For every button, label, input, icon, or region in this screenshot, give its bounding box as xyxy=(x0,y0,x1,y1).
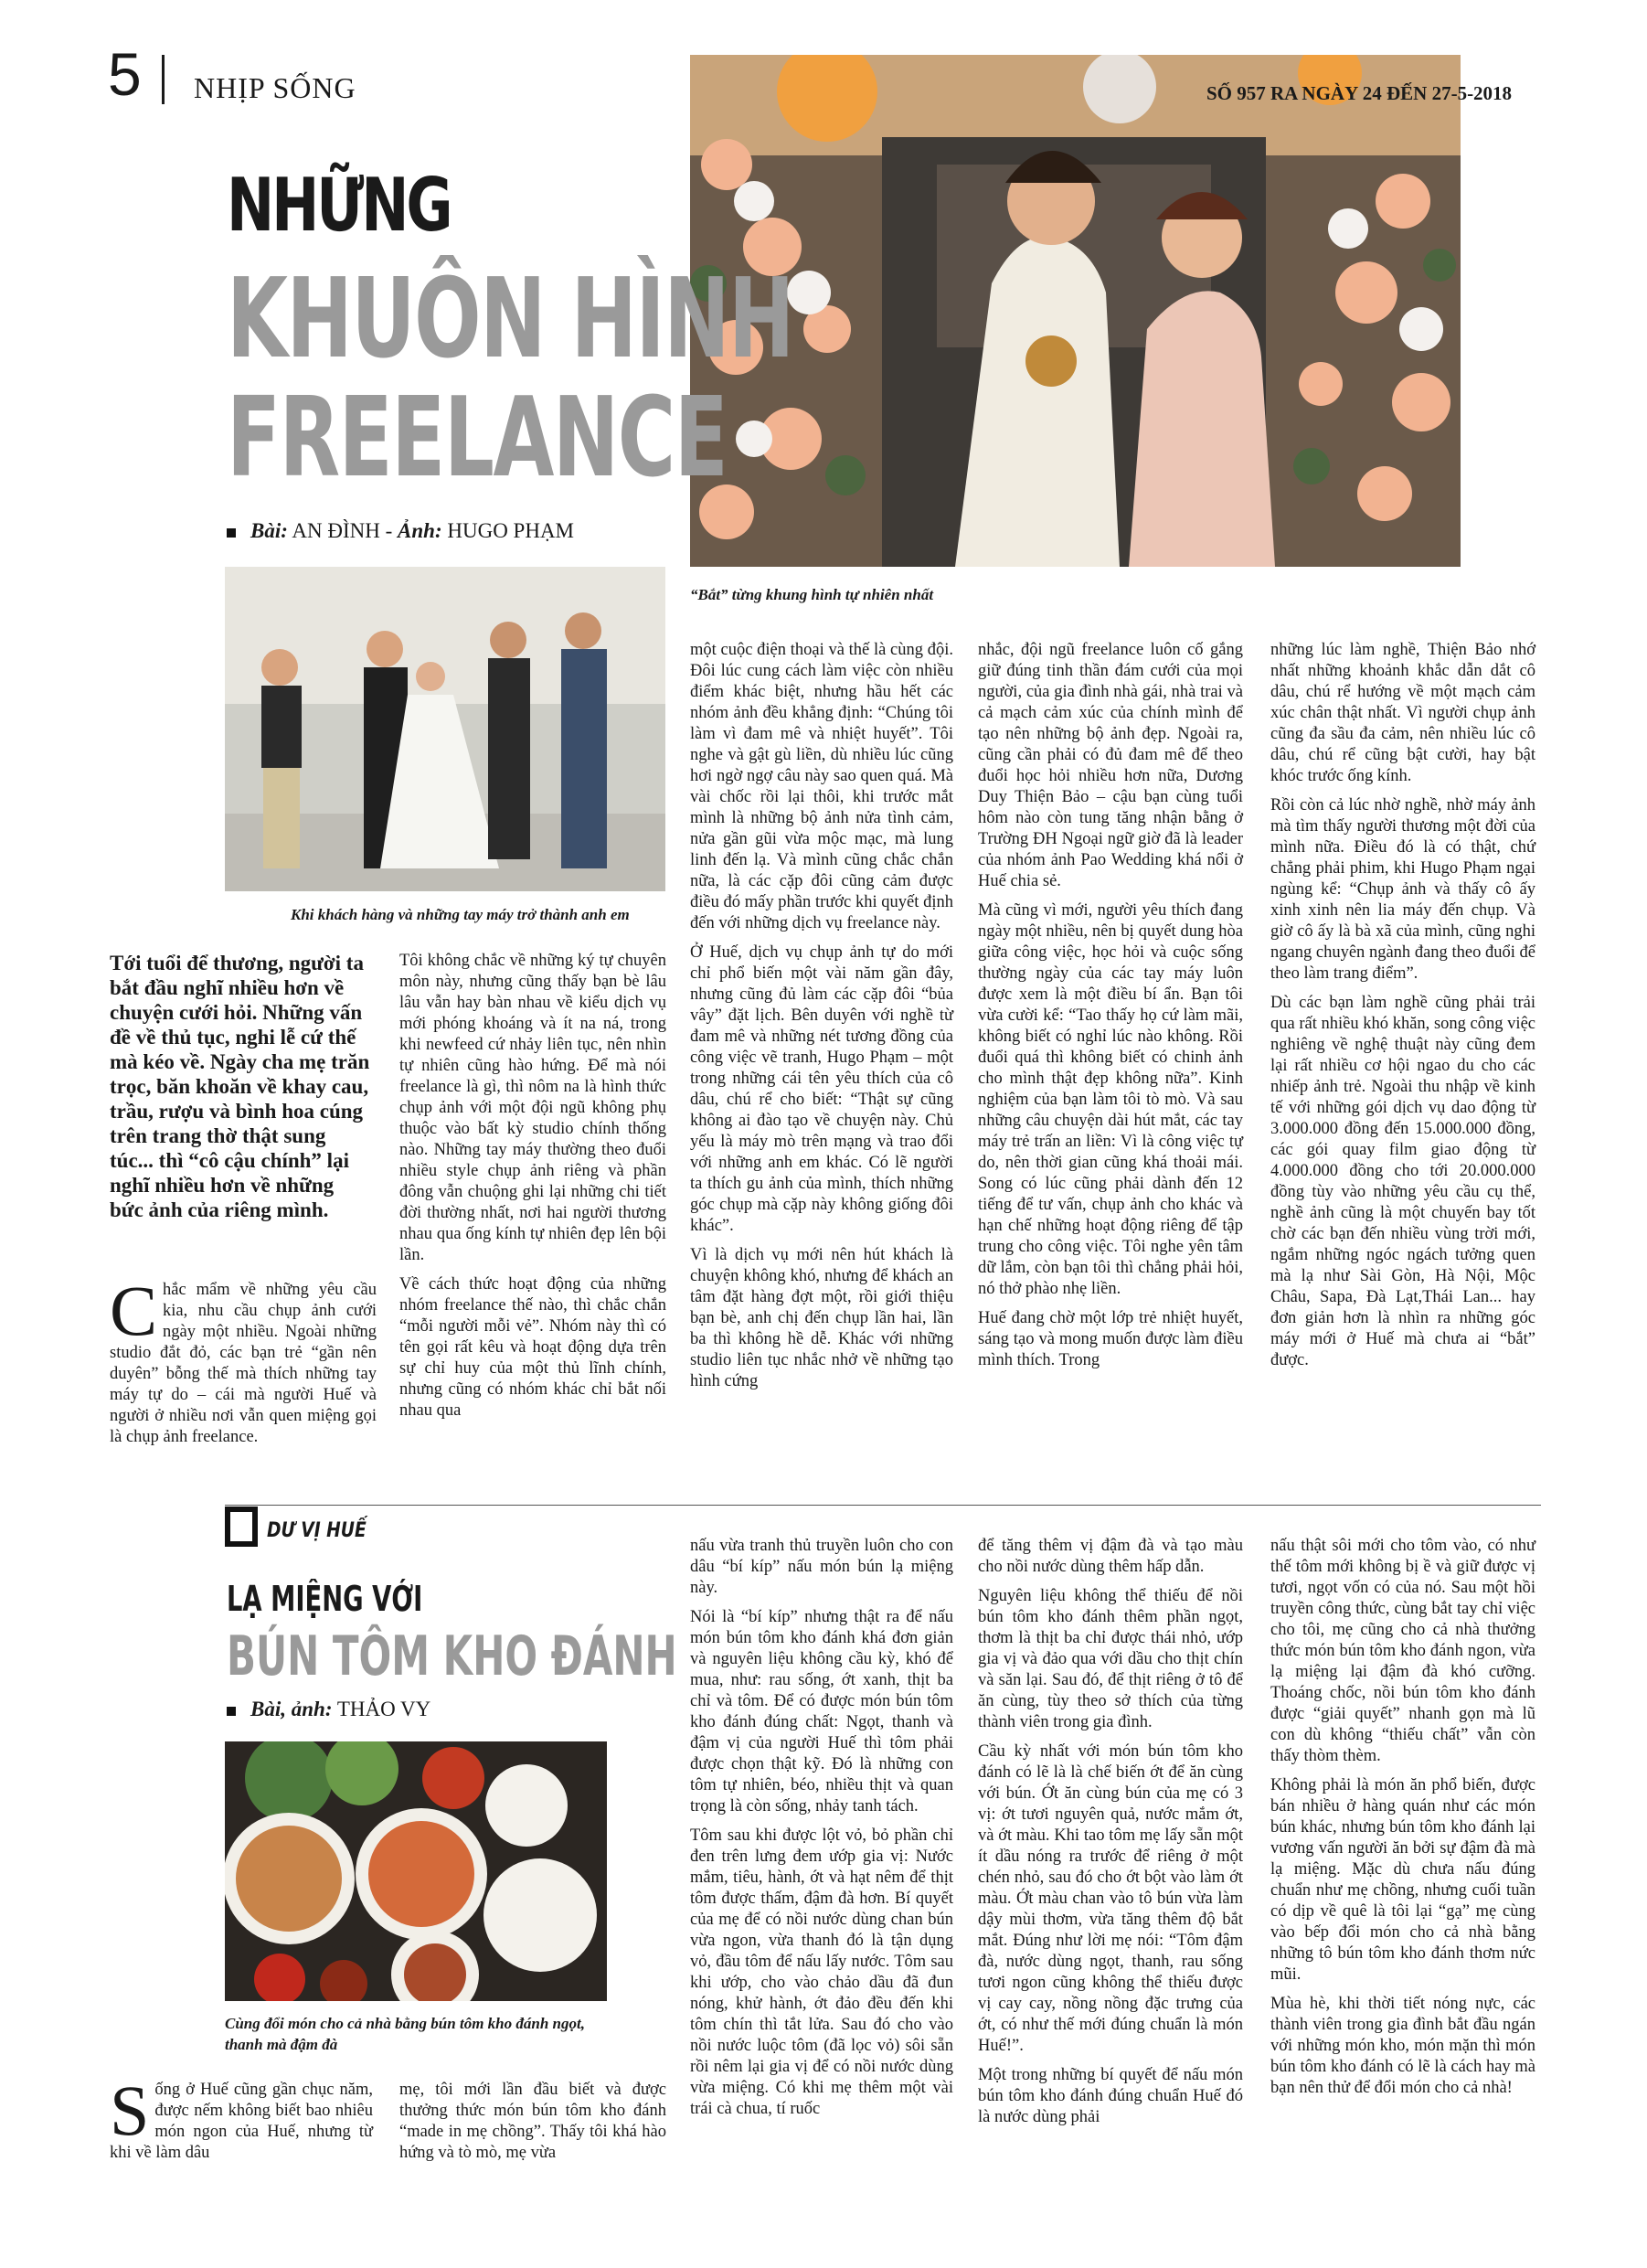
header-divider xyxy=(162,55,165,104)
body-paragraph: Một trong những bí quyết để nấu món bún tôm kho đánh đúng chuẩn Huế đó là nước dùng phải xyxy=(978,2066,1243,2126)
article-title-line3: FREELANCE xyxy=(227,375,728,502)
main-photo xyxy=(690,55,1461,567)
section-name: NHỊP SỐNG xyxy=(194,71,356,104)
byline-separator: - xyxy=(379,519,398,542)
body-paragraph: Tôi không chắc về những ký tự chuyên môn này, nhưng cũng thấy bạn bè lâu lâu vẫn hay bàn nhau về kiểu dịch vụ mới phóng khoáng và ít na ná, trong khi newfeed cứ nhảy liên tục, nên nhìn tự nhiên cũng hào hứng. Để mà nói freelance là gì, thì nôm na là hình thức chụp ảnh với một đội ngũ không phụ thuộc vào bất kỳ studio chính thống nào. Những tay máy thường theo đuổi nhiều style chụp ảnh riêng và phần đông vẫn chuộng ghi lại những chi tiết đời thường nhất, nơi hai người thương nhau qua ống kính tự nhiên đẹp lên bội lần. xyxy=(399,952,666,1264)
group-photo-caption: Khi khách hàng và những tay máy trở thành anh em xyxy=(291,906,630,923)
body-paragraph: Mùa hè, khi thời tiết nóng nực, các thành viên trong gia đình bắt đầu ngán với những món kho, món mặn thì món bún tôm kho đánh có lẽ là cách hay mà bạn nên thử để đổi món cho cả nhà! xyxy=(1270,1995,1535,2097)
byline-label: Bài, ảnh: xyxy=(250,1698,333,1720)
food-photo-caption: Cùng đổi món cho cả nhà bằng bún tôm kho đánh ngọt, thanh mà đậm đà xyxy=(225,2015,585,2053)
byline-label-photo: Ảnh: xyxy=(398,519,442,542)
article2-column4 xyxy=(978,1536,1243,2136)
issue-date: SỐ 957 RA NGÀY 24 ĐẾN 27-5-2018 xyxy=(1206,82,1513,104)
article2-column3 xyxy=(690,1536,953,2128)
article1-column1 xyxy=(110,1271,377,1456)
body-paragraph: nấu thật sôi mới cho tôm vào, có như thế tôm mới không bị ề và giữ được vị tươi, ngọt vốn có của nó. Sau một hồi truyền công thức, cùng bắt tay chỉ việc cho tôi, mẹ cũng cho cả nhà thưởng thức món bún tôm kho đánh ngon, vừa lạ miệng lại đậm đà khó cưỡng. Thoáng chốc, nồi bún tôm kho đánh được “giải quyết” nhanh gọn mà lũ con dù không “thiếu chất” vẫn còn thấy thòm thèm. xyxy=(1270,1537,1535,1765)
body-paragraph: một cuộc điện thoại và thế là cùng đội. Đôi lúc cung cách làm việc còn nhiều điểm khác biệt, nhưng hầu hết các nhóm ảnh đều khẳng định: “Chúng tôi làm vì đam mê và nhiệt huyết”. Tôi nghe và gật gù liền, dù nhiều lúc cũng hơi ngờ ngợ câu này sao quen quá. Mà vài chốc rồi lại thôi, khi trước mắt mình là những bộ ảnh nửa tình cảm, nửa gần gũi vừa mộc mạc, mà lung linh đến lạ. Và mình cũng chắc chắn nữa, là các cặp đôi cũng cảm được điều đó mấy phần trước khi quyết định đến với những dịch vụ freelance này. xyxy=(690,641,953,932)
byline-bullet xyxy=(227,1707,236,1716)
article2-title-line1: LẠ MIỆNG VỚI xyxy=(227,1579,423,1619)
dropcap: S xyxy=(110,2071,150,2150)
body-paragraph: Dù các bạn làm nghề cũng phải trải qua rất nhiều khó khăn, song công việc nghiêng về nghệ thuật này cũng đem lại rất nhiều cơ hội ngao du cho các nhiếp ảnh trẻ. Ngoài thu nhập về kinh tế với những gói dịch vụ dao động từ 3.000.000 đồng đến 15.000.000 đồng, các gói quay film giao động từ 4.000.000 đồng cho tới 20.000.000 đồng tùy vào những yêu cầu cụ thể, nghề ảnh cũng là một chuyến bay tốt chờ các bạn đến nhiều vùng trời mới, ngắm những ngóc ngách tưởng quen mà lạ như Sài Gòn, Hà Nội, Mộc Châu, Sapa, Đà Lạt,Thái Lan... hay đơn giản hơn là nhìn ra những góc máy mới ở Huế mà chưa ai “bắt” được. xyxy=(1270,994,1535,1369)
body-paragraph: Rồi còn cả lúc nhờ nghề, nhờ máy ảnh mà tìm thấy người thương một đời của mình nữa. Điều đó là có thật, chứ chẳng phải phim, khi Hugo Phạm ngại ngùng kể: “Chụp ảnh và thấy cô ấy xinh xinh nên lia máy đến chụp. Và giờ cô ấy là bà xã của mình, cũng nghi ngang chuyên ngành đang theo đuổi để theo làm trang điểm”. xyxy=(1270,796,1535,983)
article1-lead: Tới tuổi để thương, người ta bắt đầu nghĩ nhiều hơn về chuyện cưới hỏi. Những vấn đề về thủ tục, nghi lễ cứ thế mà kéo về. Ngày cha mẹ trăn trọc, băn khoăn về khay cau, trầu, rượu và bình hoa cúng trên trang thờ thật sung túc... thì “cô cậu chính” lại nghĩ nhiều hơn về những bức ảnh của riêng mình. xyxy=(110,952,370,1221)
byline-bullet xyxy=(227,528,236,538)
body-paragraph: Nguyên liệu không thể thiếu để nồi bún tôm kho đánh thêm phần ngọt, thơm là thịt ba chỉ được thái nhỏ, ướp gia vị và đảo qua với dầu cho thịt chín và săn lại. Sau đó, để thịt riêng ở tô để ăn cùng, tùy theo sở thích của từng thành viên trong gia đình. xyxy=(978,1587,1243,1731)
article2-column5 xyxy=(1270,1536,1535,2107)
article2-column1 xyxy=(110,2071,373,2172)
body-paragraph: Không phải là món ăn phổ biến, được bán nhiều ở hàng quán như các món bún khác, nhưng bún tôm kho đánh lại vương vấn người ăn bởi sự đậm đà mà lạ miệng. Mặc dù chưa nấu đúng chuẩn như mẹ chồng, nhưng cuối tuần có dịp về quê là tôi lại “gạ” mẹ cùng vào bếp đổi món cho cả nhà bằng những tô bún tôm kho đánh thơm nức mũi. xyxy=(1270,1776,1535,1984)
body-paragraph: Vì là dịch vụ mới nên hút khách là chuyện không khó, nhưng để khách an tâm đặt hàng đợt một, rồi giới thiệu bạn bè, anh chị đến chụp lần hai, lần ba thì không hề dễ. Khác với những studio liên tục nhắc nhở về những tạo hình cứng xyxy=(690,1246,953,1390)
body-text: hắc mẩm về những yêu cầu kia, nhu cầu chụp ảnh cưới ngày một nhiều. Ngoài những studio đắt đỏ, các bạn trẻ “gần nên duyên” bỗng thế mà thích những tay máy tự do – cái mà người Huế và người ở nhiều nơi vẫn quen miệng gọi là chụp ảnh freelance. xyxy=(110,1281,377,1446)
page-number: 5 xyxy=(108,40,142,108)
article2-title-line2: BÚN TÔM KHO ĐÁNH xyxy=(227,1624,677,1688)
body-paragraph: nấu vừa tranh thủ truyền luôn cho con dâu “bí kíp” nấu món bún lạ miệng này. xyxy=(690,1537,953,1597)
article1-column3 xyxy=(690,640,953,1400)
article1-column4 xyxy=(978,640,1243,1379)
body-paragraph: Mà cũng vì mới, người yêu thích đang ngày một nhiều, nên bị quyết dung hòa giữa công việc, học hỏi và cuộc sống thường ngày của các tay máy luôn được xem là một điều bí ẩn. Bạn tôi vừa cười kể: “Tao thấy họ cứ làm mãi, không biết có nghỉ lúc nào không. Rồi đuổi quá thì không biết có chinh ảnh cho mình thật đẹp không nữa”. Kinh nghiệm của bạn làm tôi tò mò. Và sau những câu chuyện dài hút mắt, các tay máy trẻ trấn an liền: Vì là công việc tự do, nên thời gian cũng khá thoải mái. Song có lúc cũng phải dành đến 12 tiếng để tư vấn, chụp ảnh cho khác và hạn chế những hoạt động riêng để tập trung cho công việc. Tôi nghe yên tâm dữ lắm, còn bạn tôi thì chẳng phải hỏi, nó thở phào nhẹ liền. xyxy=(978,901,1243,1298)
main-photo-caption: “Bắt” từng khung hình tự nhiên nhất xyxy=(690,586,934,603)
body-paragraph: Cầu kỳ nhất với món bún tôm kho đánh có lẽ là là chế biến ớt để ăn cùng với bún. Ớt ăn cùng bún của mẹ có 3 vị: ớt tươi nguyên quả, nước mắm ớt, và ớt màu. Khi tao tôm mẹ lấy sẵn một ít dầu nóng ra trước để riêng ở một chén nhỏ, sau đó cho ớt bột vào làm ớt màu. Ớt màu chan vào tô bún vừa làm dậy mùi thơm, vừa tăng thêm độ bắt mắt. Đúng như lời mẹ nói: “Tôm đậm đà, nước dùng ngọt, thanh, rau sống tươi ngon cũng không thể thiếu được vị cay cay, nồng nồng đặc trưng của ớt, có như thế mới đúng chuẩn là món Huế!”. xyxy=(978,1742,1243,2055)
article2-byline xyxy=(227,1698,430,1721)
article-title-line1: NHỮNG xyxy=(227,163,451,248)
article1-byline xyxy=(227,519,574,543)
body-paragraph: Về cách thức hoạt động của những nhóm freelance thế nào, thì chắc chắn “mỗi người mỗi vẻ”. Nhóm này thì có tên gọi rất kêu và hoạt động dựa trên sự chỉ huy của một thủ lĩnh chính, nhưng cũng có nhóm khác chỉ bắt nối nhau qua xyxy=(399,1275,666,1420)
article1-column5 xyxy=(1270,640,1535,1379)
byline-author: THẢO VY xyxy=(336,1698,431,1720)
article-title-line2: KHUÔN HÌNH xyxy=(227,256,793,383)
column-box-icon xyxy=(225,1507,258,1547)
column-kicker: DƯ VỊ HUẾ xyxy=(267,1519,367,1542)
byline-photographer: HUGO PHẠM xyxy=(447,519,575,542)
byline-label-text: Bài: xyxy=(250,519,288,542)
food-photo xyxy=(225,1741,607,2001)
body-paragraph: Huế đang chờ một lớp trẻ nhiệt huyết, sáng tạo và mong muốn được làm điều mình thích. Trong xyxy=(978,1309,1243,1369)
article2-column2 xyxy=(399,2080,666,2172)
body-paragraph: để tăng thêm vị đậm đà và tạo màu cho nồi nước dùng thêm hấp dẫn. xyxy=(978,1537,1243,1576)
body-text: ống ở Huế cũng gần chục năm, được nếm không biết bao nhiêu món ngon của Huế, nhưng từ khi về làm dâu xyxy=(110,2081,373,2162)
dropcap: C xyxy=(110,1271,158,1350)
body-paragraph: nhắc, đội ngũ freelance luôn cố gắng giữ đúng tinh thần đám cưới của mọi người, của gia đình nhà gái, nhà trai và cả mạch cảm xúc của chính mình để tạo nên những bộ ảnh đẹp. Ngoài ra, cũng cần phải có đủ đam mê để theo đuổi học hỏi nhiều hơn nữa, Dương Duy Thiện Bảo – cậu bạn cùng tuổi hôm nào còn tung tăng nhận bằng ở Trường ĐH Ngoại ngữ giờ đã là leader của nhóm ảnh Pao Wedding khá nổi ở Huế chia sẻ. xyxy=(978,641,1243,890)
group-photo xyxy=(225,567,665,891)
article1-column2 xyxy=(399,951,666,1430)
body-paragraph: những lúc làm nghề, Thiện Bảo nhớ nhất những khoảnh khắc dẫn dắt cô dâu, chú rể hướng về một mạch cảm xúc chân thật nhất. Vì người chụp ảnh cũng đa sầu đa cảm, nên nhiều lúc cô dâu, chú rể cũng bật cười, hay bật khóc trước ống kính. xyxy=(1270,641,1535,785)
section-divider xyxy=(225,1505,1541,1506)
body-paragraph: Ở Huế, dịch vụ chụp ảnh tự do mới chỉ phổ biến một vài năm gần đây, nhưng cũng đủ làm các cặp đôi “bủa vây” đặt lịch. Bên duyên với nghề từ đam mê và những nét tương đồng của công việc vẽ tranh, Hugo Phạm – một trong những cái tên yêu thích của cô dâu, chú rể cho biết: “Thật sự cũng không ai đào tạo về chuyện này. Chủ yếu là máy mò trên mạng và trao đổi với những anh em khác. Có lẽ người ta thích gu ảnh của mình, thích những góc chụp mà cặp này không giống đôi khác”. xyxy=(690,943,953,1235)
body-paragraph: Tôm sau khi được lột vỏ, bỏ phần chỉ đen trên lưng đem ướp gia vị: Nước mắm, tiêu, hành, ớt và hạt nêm để thịt tôm được thấm, đậm đà hơn. Bí quyết của mẹ để có nồi nước dùng chan bún vừa ngon, vừa thanh đó là tận dụng vỏ, đầu tôm để nấu lấy nước. Tôm sau khi ướp, cho vào chảo dầu đã đun nóng, khử hành, ớt đảo đều đến khi tôm chín thì tắt lửa. Sau đó cho vào nồi nước luộc tôm (đã lọc vỏ) sôi sẵn rồi nêm lại gia vị để có nồi nước dùng vừa miệng. Có khi mẹ thêm một vài trái cà chua, tí ruốc xyxy=(690,1826,953,2118)
byline-author: AN ĐÌNH xyxy=(292,519,380,542)
body-paragraph: Nói là “bí kíp” nhưng thật ra để nấu món bún tôm kho đánh khá đơn giản và nguyên liệu không cầu kỳ, khó để mua, như: rau sống, ớt xanh, thịt ba chỉ và tôm. Để có được món bún tôm kho đánh đúng chất: Ngọt, thanh và đậm vị của người Huế thì tôm phải được chọn thật kỹ. Đó là những con tôm tự nhiên, béo, nhiều thịt và quan trọng là còn sống, nhảy tanh tách. xyxy=(690,1608,953,1815)
body-paragraph: mẹ, tôi mới lần đầu biết và được thưởng thức món bún tôm kho đánh “made in mẹ chồng”. Thấy tôi khá hào hứng và tò mò, mẹ vừa xyxy=(399,2081,666,2162)
